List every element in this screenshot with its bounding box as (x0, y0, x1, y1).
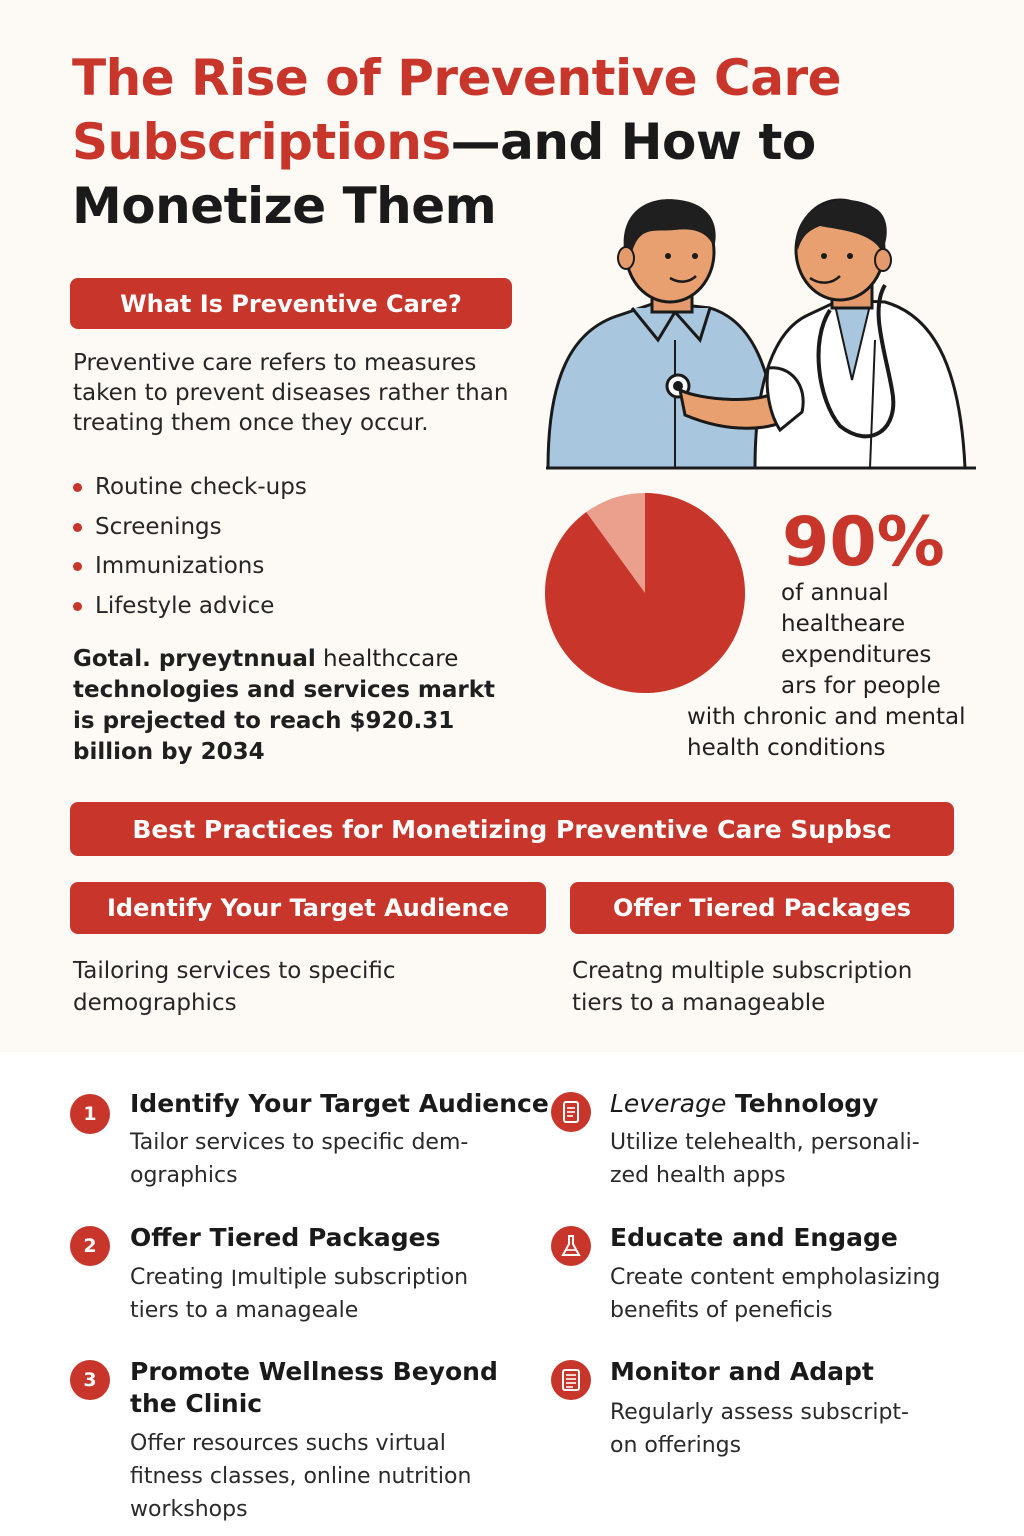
title-line-3: Monetize Them (72, 177, 497, 235)
tech-text-a: Utilize telehealth, personali- (610, 1130, 920, 1155)
monitor-text-b: on offerings (610, 1433, 742, 1458)
stat-line-6: health conditions (687, 735, 886, 761)
monitor-text-a: Regularly assess subscript- (610, 1400, 909, 1425)
step-text-3a: Offer resources suchs virtual (130, 1431, 446, 1456)
step-title-3: Promote Wellness Beyond (130, 1357, 498, 1386)
stat-value: 90% (782, 503, 945, 582)
monitor-title: Monitor and Adapt (610, 1357, 874, 1386)
step-text-1a: Tailor services to specific dem- (130, 1130, 469, 1155)
tech-title-italic: Leverage (610, 1089, 727, 1118)
step-text-2b: tiers to a manageale (130, 1298, 359, 1323)
tech-title-rest: Tehnology (726, 1089, 879, 1118)
step-number-3: 3 (70, 1360, 110, 1400)
title-line-1: The Rise of Preventive Care (72, 49, 842, 107)
preventive-care-list (73, 468, 493, 626)
what-is-heading: What Is Preventive Care? (70, 278, 512, 329)
checklist-icon (551, 1360, 591, 1400)
list-item: Routine check-ups (73, 468, 493, 508)
list-item: Lifestyle advice (73, 587, 493, 627)
stat-line-4: ars for people (781, 673, 941, 699)
best-practices-heading: Best Practices for Monetizing Preventive Care Supbsc (70, 802, 954, 856)
step-text-3b: fitness classes, online nutrition (130, 1464, 472, 1489)
doctor-patient-illustration (540, 190, 980, 472)
stat-line-2: healtheare (781, 611, 906, 637)
pie-chart (540, 488, 750, 698)
what-is-description: Preventive care refers to measures taken to prevent diseases rather than treating them once they occur. (73, 350, 509, 436)
market-stat (73, 644, 513, 768)
step-number-1: 1 (70, 1094, 110, 1134)
step-text-3c: workshops (130, 1497, 248, 1522)
tiered-packages-pill: Offer Tiered Packages (570, 882, 954, 934)
tablet-icon (551, 1092, 591, 1132)
market-stat-rest: technologies and services markt is prejected to reach $920.31 billion by 2034 (73, 677, 496, 765)
title-line-2-dark: —and How to (450, 113, 816, 171)
educate-text-b: benefits of peneficis (610, 1298, 833, 1323)
tech-text-b: zed health apps (610, 1163, 786, 1188)
step-title-3b: the Clinic (130, 1389, 263, 1418)
tech-title (610, 1088, 878, 1120)
flask-icon (551, 1226, 591, 1266)
step-text-2a: Creating ׀multiple subscription (130, 1265, 469, 1290)
stat-line-1: of annual (781, 580, 889, 606)
step-text-1b: ographics (130, 1163, 238, 1188)
step-number-2: 2 (70, 1226, 110, 1266)
pie-slice-main (545, 493, 745, 693)
market-stat-start: Gotal. pryeytnnual (73, 646, 316, 672)
stat-line-5: with chronic and mental (687, 704, 966, 730)
tiered-packages-text: Creatng multiple subscription tiers to a manageable (572, 958, 913, 1016)
target-audience-text: Tailoring services to specific demographics (73, 958, 396, 1016)
title-line-2-red: Subscriptions (72, 113, 451, 171)
market-stat-light: healthccare (315, 646, 459, 672)
list-item: Immunizations (73, 547, 493, 587)
educate-title: Educate and Engage (610, 1223, 898, 1252)
target-audience-pill: Identify Your Target Audience (70, 882, 546, 934)
educate-text-a: Create content empholasizing (610, 1265, 941, 1290)
step-title-1: Identify Your Target Audience (130, 1089, 549, 1118)
list-item: Screenings (73, 508, 493, 548)
step-title-2: Offer Tiered Packages (130, 1223, 441, 1252)
stat-line-3: expenditures (781, 642, 932, 668)
